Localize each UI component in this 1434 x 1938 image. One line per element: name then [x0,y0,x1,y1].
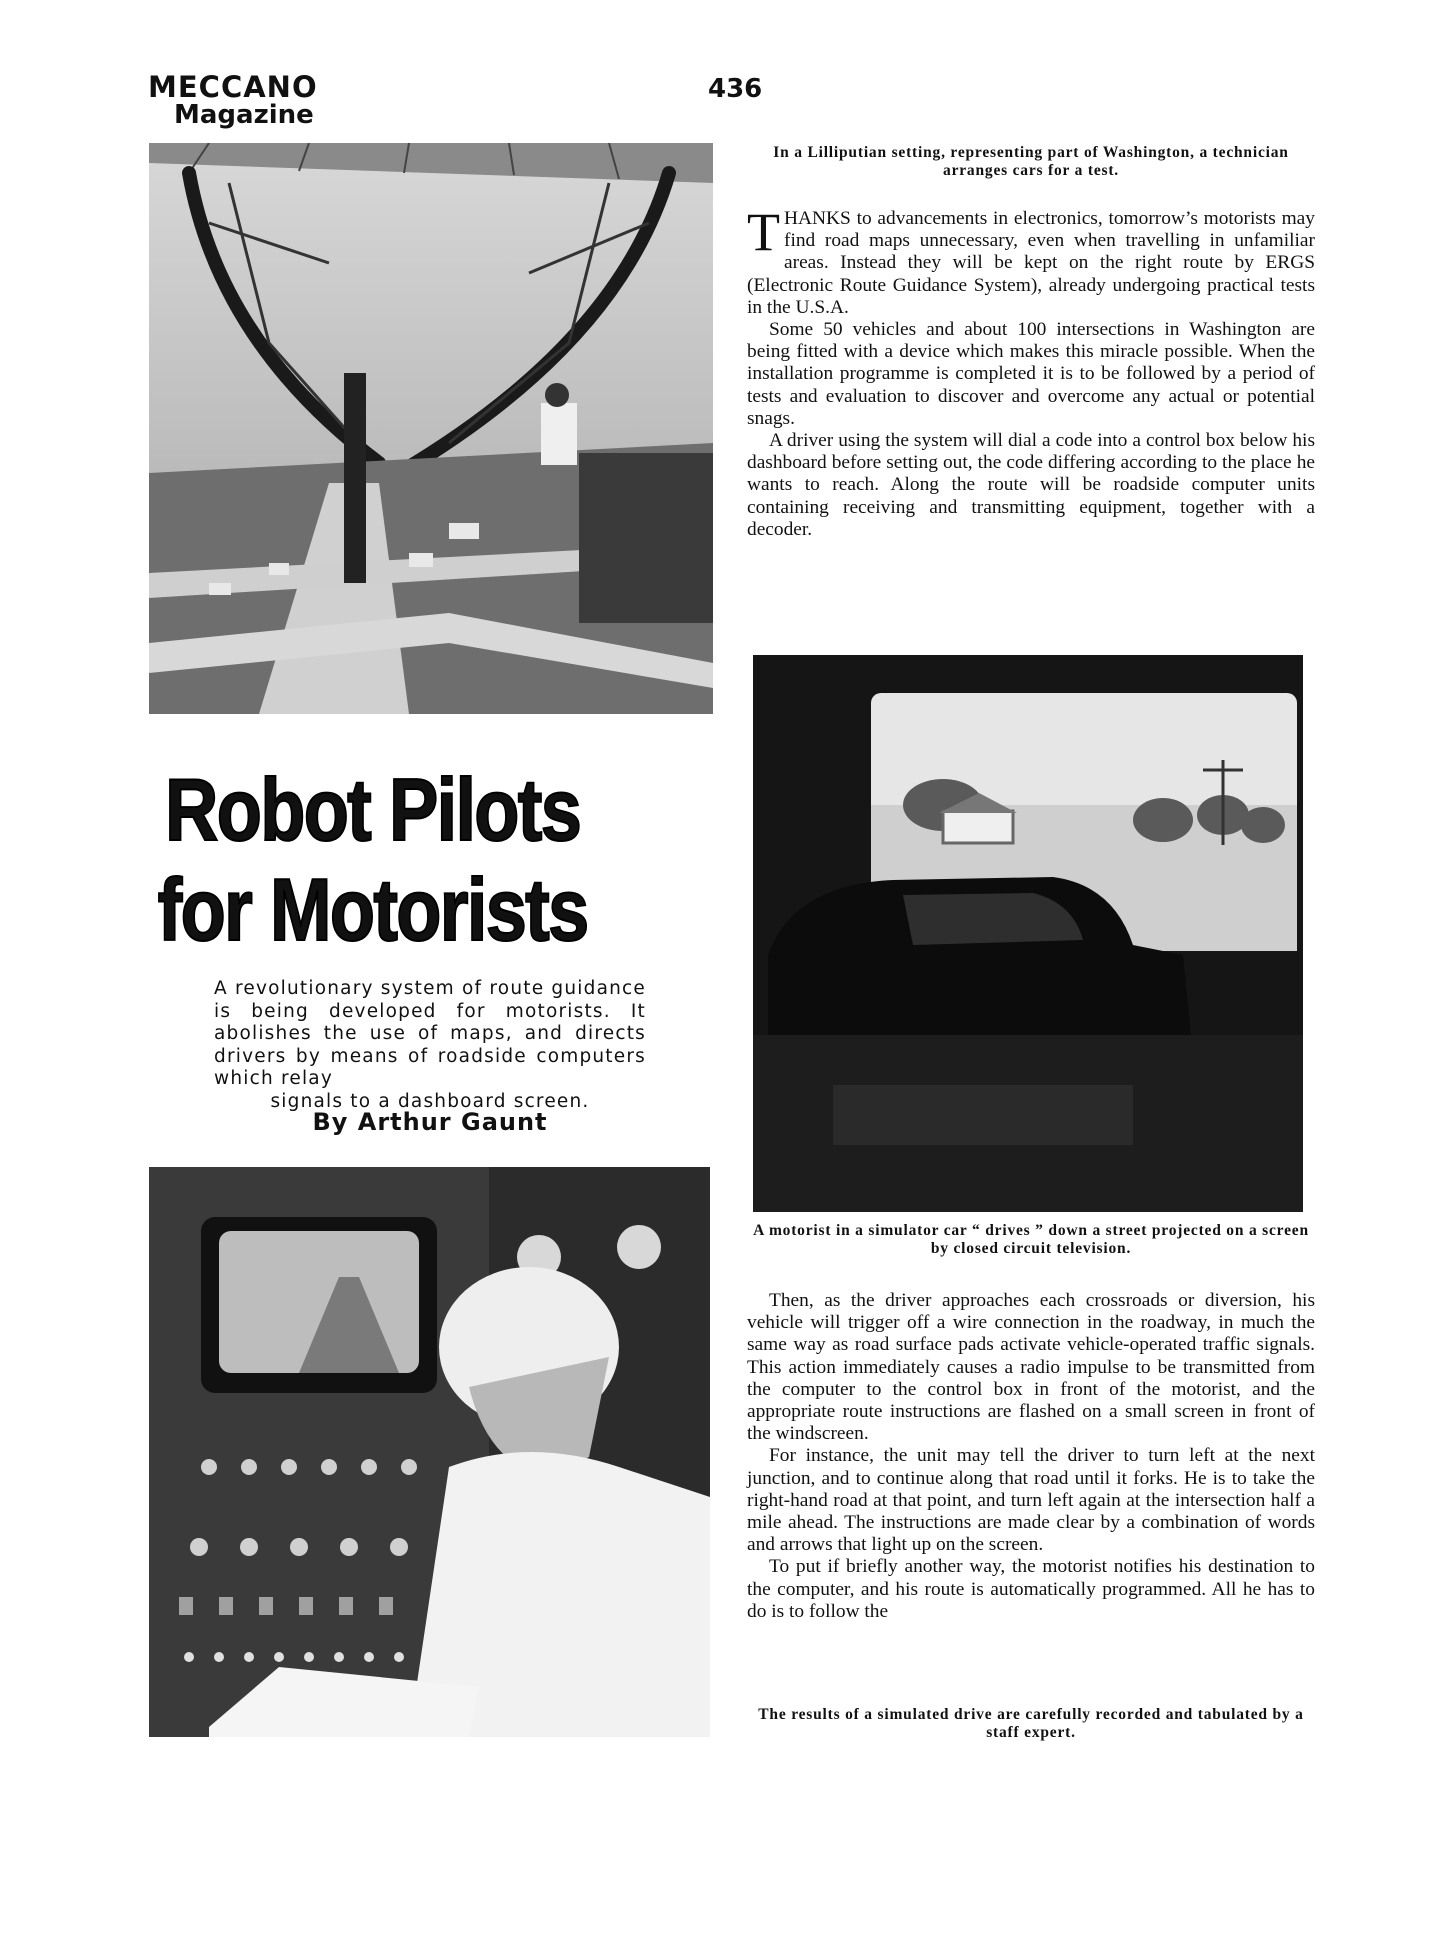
paragraph-6: To put if briefly another way, the motorist notifies his destination to the computer, and his route is automatically programmed. All he has to do is to follow the [747,1556,1315,1622]
standfirst-end: signals to a dashboard screen. [270,1090,590,1112]
paragraph-1: HANKS to advancements in electronics, tomorrow’s motorists may find road maps unnecessary, even when travelling in unfamiliar areas. Instead they will be kept on the right route by ERGS (Electronic Route Guidance System), already undergoing practical tests in the U.S.A. [747,208,1315,318]
byline: By Arthur Gaunt [312,1108,548,1136]
paragraph-3: A driver using the system will dial a code into a control box below his dashboard before setting out, the code differing according to the place he wants to reach. Along the route will be roadside computer units containing receiving and transmitting equipment, together with a decoder. [747,430,1315,540]
model-city-photo [149,143,713,714]
standfirst-text: A revolutionary system of route guidance is being developed for motorists. It abolishes the use of maps, and directs drivers by means of roadside computers which relay [214,978,646,1089]
dropcap: T [747,202,780,262]
article-column-right-bottom [747,1290,1315,1623]
standfirst [214,978,646,1113]
simulator-photo-caption: A motorist in a simulator car “ drives ” down a street projected on a screen by closed circuit television. [753,1222,1309,1257]
console-operator-photo [149,1167,710,1737]
headline-line-1: Robot Pilots [165,760,581,859]
paragraph-5: For instance, the unit may tell the driver to turn left at the next junction, and to continue along that road until it forks. He is to take the right-hand road at that point, and turn left again at the intersection half a mile ahead. The instructions are made clear by a combination of words and arrows that light up on the screen. [747,1445,1315,1556]
headline-line-2: for Motorists [157,860,588,959]
paragraph-2: Some 50 vehicles and about 100 intersections in Washington are being fitted with a device which makes this miracle possible. When the installation programme is completed it is to be followed by a period of tests and evaluation to discover and overcome any actual or potential snags. [747,319,1315,429]
masthead-title: MECCANO [148,70,318,104]
paragraph-4: Then, as the driver approaches each crossroads or diversion, his vehicle will trigger off a wire connection in the roadway, in much the same way as road surface pads activate vehicle-operated traffic signals. This action immediately causes a radio impulse to be transmitted from the computer to the control box in front of the motorist, and the appropriate route instructions are flashed on a small screen in front of the windscreen. [747,1290,1315,1445]
headline [150,760,595,960]
recording-photo-caption: The results of a simulated drive are carefully recorded and tabulated by a staff expert. [758,1706,1304,1741]
top-photo-caption: In a Lilliputian setting, representing part of Washington, a technician arranges cars for a test. [773,144,1289,179]
masthead-subtitle: Magazine [174,100,314,130]
article-column-right-top [747,202,1315,541]
simulator-car-photo [753,655,1303,1212]
page-number: 436 [708,74,763,104]
